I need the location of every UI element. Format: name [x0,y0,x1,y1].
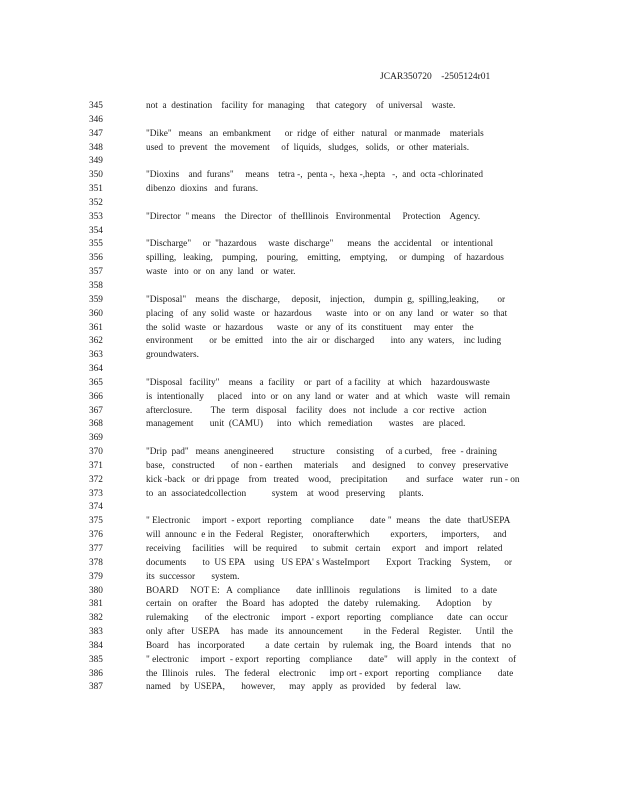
line-number: 361 [89,322,103,333]
document-line [0,681,618,695]
line-number: 374 [89,502,103,513]
line-number: 387 [89,682,103,693]
document-line [0,252,618,266]
line-text: BOARD NOT E: A compliance date inIllinois regulations is limited to a date [146,585,497,596]
line-text: will announc e in the Federal Register, onorafterwhich exporters, importers, and [146,530,507,541]
document-line [0,155,618,169]
line-number: 368 [89,419,103,430]
document-header: JCAR350720 -2505124r01 [380,72,491,82]
line-number: 360 [89,308,103,319]
line-text: is intentionally placed into or on any land or water and at which waste will remain [146,391,511,402]
line-number: 346 [89,114,103,125]
line-number: 373 [89,488,103,499]
line-number: 367 [89,405,103,416]
document-line [0,266,618,280]
document-line [0,391,618,405]
line-number: 356 [89,253,103,264]
line-text: "Discharge" or "hazardous waste discharge" means the accidental or intentional [146,239,494,250]
document-line [0,474,618,488]
line-text: "Dike" means an embankment or ridge of either natural or manmade materials [146,128,484,139]
line-text: rulemaking of the electronic import - export reporting compliance date can occur [146,613,508,624]
line-number: 378 [89,557,103,568]
document-line [0,543,618,557]
line-text: "Disposal facility" means a facility or part of a facility at which hazardouswaste [146,377,490,388]
line-text: "Drip pad" means anengineered structure consisting of a curbed, free - draining [146,447,497,458]
document-line [0,114,618,128]
line-list [0,100,618,695]
document-line [0,529,618,543]
document-line [0,363,618,377]
line-number: 371 [89,460,103,471]
line-number: 349 [89,156,103,167]
line-number: 365 [89,377,103,388]
document-line [0,640,618,654]
line-number: 359 [89,294,103,305]
line-number: 377 [89,544,103,554]
line-text: "Director " means the Director of theIllinois Environmental Protection Agency. [146,211,481,222]
line-text: the Illinois rules. The federal electronic imp ort - export reporting compliance date [146,668,514,679]
line-number: 347 [89,128,103,139]
document-line [0,654,618,668]
line-number: 375 [89,516,103,527]
document-line [0,169,618,183]
line-text: dibenzo dioxins and furans. [146,184,259,195]
line-text: " Electronic import - export reporting compliance date " means the date thatUSEPA [146,516,511,527]
line-text: environment or be emitted into the air or discharged into any waters, inc luding [146,336,502,347]
document-line [0,280,618,294]
document-line [0,142,618,156]
line-number: 386 [89,668,103,679]
document-line [0,294,618,308]
line-number: 364 [89,364,103,375]
line-number: 381 [89,599,103,610]
line-text: only after USEPA has made its announcement in the Federal Register. Until the [146,627,513,638]
line-text: afterclosure. The term disposal facility does not include a cor rective action [146,405,487,416]
document-line [0,432,618,446]
line-text: used to prevent the movement of liquids, sludges, solids, or other materials. [146,142,470,153]
line-text: waste into or on any land or water. [146,267,296,278]
line-text: Board has incorporated a date certain by rulemak ing, the Board intends that no [146,640,512,651]
document-line [0,349,618,363]
line-number: 369 [89,433,103,444]
document-line [0,488,618,502]
document-line [0,418,618,432]
document-line [0,626,618,640]
line-number: 382 [89,613,103,624]
document-line [0,211,618,225]
document-line [0,598,618,612]
line-text: spilling, leaking, pumping, pouring, emitting, emptying, or dumping of hazardous [146,253,504,264]
line-number: 353 [89,211,103,222]
line-number: 384 [89,640,103,651]
line-number: 355 [89,239,103,250]
line-number: 372 [89,474,103,485]
document-line [0,100,618,114]
document-line [0,460,618,474]
document-line [0,377,618,391]
line-number: 345 [89,101,103,111]
document-line [0,446,618,460]
line-number: 358 [89,280,103,291]
line-text: " electronic import - export reporting compliance date" will apply in the context of [146,654,517,665]
line-text: placing of any solid waste or hazardous waste into or on any land or water so that [146,308,508,319]
line-text: management unit (CAMU) into which remediation wastes are placed. [146,419,466,430]
document-line [0,571,618,585]
line-text: the solid waste or hazardous waste or any of its constituent may enter the [146,322,474,333]
line-number: 385 [89,654,103,665]
line-text: groundwaters. [146,350,199,361]
document-line [0,405,618,419]
line-text: its successor system. [146,571,240,582]
document-line [0,612,618,626]
line-number: 348 [89,142,103,153]
line-text: named by USEPA, however, may apply as provided by federal law. [146,682,461,693]
line-number: 380 [89,585,103,596]
line-number: 363 [89,350,103,361]
document-line [0,557,618,571]
document-line [0,128,618,142]
line-number: 357 [89,267,103,278]
line-text: base, constructed of non - earthen materials and designed to convey preservative [146,460,509,471]
document-line [0,335,618,349]
line-text: to an associatedcollection system at wood preserving plants. [146,488,424,499]
line-text: certain on orafter the Board has adopted the dateby rulemaking. Adoption by [146,599,492,610]
document-line [0,238,618,252]
document-line [0,183,618,197]
document-line [0,585,618,599]
line-text: "Dioxins and furans" means tetra -, penta -, hexa -,hepta -, and octa -chlorinated [146,170,483,181]
line-text: kick -back or dri ppage from treated wood, precipitation and surface water run - on [146,474,520,485]
document-line [0,225,618,239]
line-number: 362 [89,336,103,347]
document-line [0,515,618,529]
document-line [0,501,618,515]
line-text: not a destination facility for managing that category of universal waste. [146,101,456,111]
line-number: 352 [89,197,103,208]
line-number: 379 [89,571,103,582]
document-line [0,668,618,682]
document-line [0,322,618,336]
line-number: 366 [89,391,103,402]
line-number: 350 [89,170,103,181]
line-text: receiving facilities will be required to submit certain export and import related [146,544,503,554]
line-number: 376 [89,530,103,541]
document-line [0,308,618,322]
line-text: "Disposal" means the discharge, deposit, injection, dumpin g, spilling,leaking, or [146,294,506,305]
document-line [0,197,618,211]
line-number: 370 [89,447,103,458]
line-text: documents to US EPA using US EPA' s WasteImport Export Tracking System, or [146,557,513,568]
line-number: 383 [89,627,103,638]
line-number: 354 [89,225,103,236]
line-number: 351 [89,184,103,195]
